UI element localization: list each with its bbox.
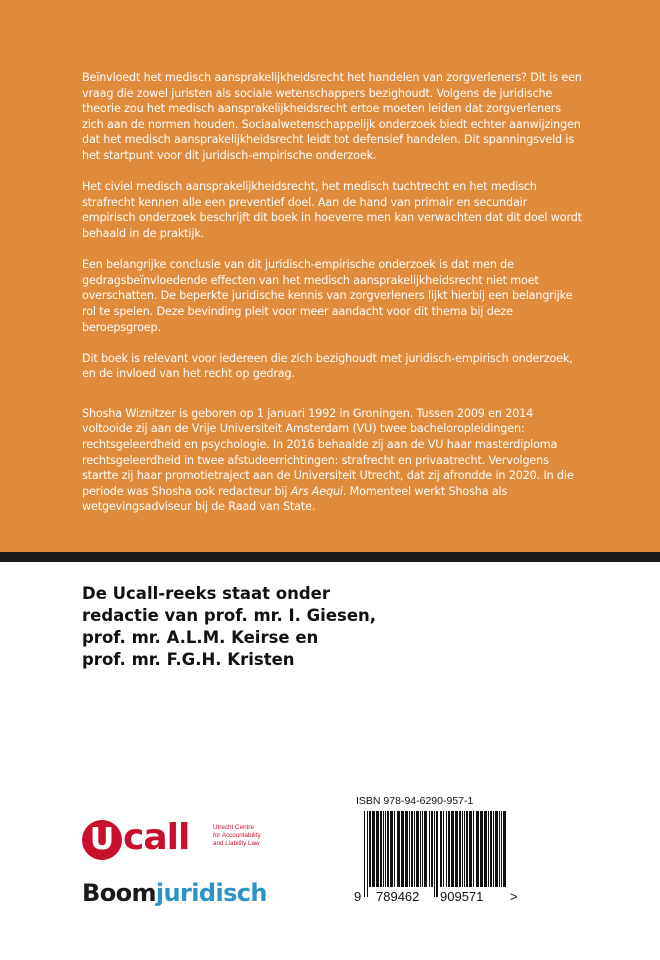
barcode-bar (411, 811, 413, 887)
barcode-bar (387, 811, 389, 887)
blurb-paragraph-1: Beïnvloedt het medisch aansprakelijkheidsrecht het handelen van zorgverleners? Dit is een vraag die zowel juristen als sociale wetenschappers bezighoudt. Volgens de juridische theorie zou het medisch aansprakelijkheidsrecht ertoe moeten leiden dat zorgverleners zich aan de normen houden. Sociaalwetenschappelijk onderzoek biedt echter aanwijzingen dat het medisch aansprakelijkheidsrecht leidt tot defensief handelen. Dit spanningsveld is het startpunt voor dit juridisch-empirische onderzoek. (82, 71, 582, 162)
series-line: De Ucall-reeks staat onder (82, 584, 330, 603)
series-line: redactie van prof. mr. I. Giesen, (82, 606, 377, 625)
barcode-bar (424, 811, 427, 887)
barcode-bar (394, 811, 395, 887)
barcode-bar (436, 811, 438, 897)
barcode-bar (469, 811, 472, 887)
barcode-bar (446, 811, 447, 887)
author-bio-text: Shosha Wiznitzer is geboren op 1 januari 1992 in Groningen. Tussen 2009 en 2014 voltooide zij aan de Vrije Universiteit Amsterdam (VU) twee bacheloropleidingen: rechtsgeleerdheid en psychologie. In 2016 behaalde zij aan de VU haar masterdiploma rechtsgeleerdheid in twee afstudeerrichtingen: strafrecht en privaatrecht. Vervolgens startte zij haar promotietraject aan de Universiteit Utrecht, dat zij afrondde in 2020. In die periode was Shosha ook redacteur bij (82, 406, 574, 498)
barcode-end-mark: > (510, 889, 518, 904)
barcode-bar (376, 811, 379, 887)
ucall-u-circle: U (82, 820, 122, 860)
ucall-subtitle-line: Utrecht Centre (213, 824, 254, 831)
barcode-left-digits: 789462 (376, 889, 420, 904)
ucall-subtitle (213, 824, 303, 848)
barcode-bar (401, 811, 404, 887)
barcode-bar (493, 811, 494, 887)
author-bio (82, 406, 582, 515)
barcode-bar (420, 811, 421, 887)
ucall-subtitle-line: and Liability Law (213, 840, 260, 847)
juridisch-wordmark: juridisch (155, 879, 267, 907)
barcode-bar (434, 811, 435, 897)
journal-title: Ars Aequi (290, 484, 343, 498)
barcode-bar (448, 811, 450, 887)
ucall-subtitle-line: for Accountability (213, 832, 261, 839)
barcode-bar (385, 811, 386, 887)
barcode-bar (464, 811, 465, 887)
barcode-bar (501, 811, 502, 887)
barcode-bar (409, 811, 410, 887)
barcode-bar (462, 811, 463, 887)
series-line: prof. mr. A.L.M. Keirse en (82, 628, 319, 647)
barcode-bar (369, 811, 371, 887)
barcode-bar (364, 811, 365, 897)
blurb-text (82, 70, 582, 531)
barcode-bar (490, 811, 492, 887)
barcode-bar (466, 811, 468, 887)
blurb-paragraph-4: Dit boek is relevant voor iedereen die zich bezighoudt met juridisch-empirisch onderzoek, en de invloed van het recht op gedrag. (82, 351, 573, 381)
blurb-paragraph-2: Het civiel medisch aansprakelijkheidsrecht, het medisch tuchtrecht en het medisch strafrecht kennen alle een preventief doel. Aan de hand van primair en secundair empirisch onderzoek beschrijft dit boek in hoeverre men kan verwachten dat dit doel wordt behaald in de praktijk. (82, 180, 582, 240)
barcode-bar (503, 811, 506, 887)
barcode-bar (455, 811, 458, 887)
barcode-bar (440, 811, 442, 887)
barcode-bar (422, 811, 423, 887)
barcode-bar (451, 811, 454, 887)
ucall-wordmark: call (123, 817, 190, 858)
barcode-bar (495, 811, 498, 887)
barcode-bar (476, 811, 479, 887)
barcode-bar (443, 811, 444, 887)
barcode-right-digits: 909571 (440, 889, 484, 904)
barcode-bar (488, 811, 489, 887)
barcode-bar (499, 811, 500, 887)
barcode-bar (416, 811, 419, 887)
ucall-logo (82, 818, 282, 862)
barcode-bar (372, 811, 375, 887)
barcode-bar (383, 811, 384, 887)
blurb-paragraph-3: Een belangrijke conclusie van dit juridisch-empirische onderzoek is dat men de gedragsbeïnvloedende effecten van het medisch aansprakelijkheidsrecht niet moet overschatten. De beperkte juridische kennis van zorgverleners lijkt hierbij een belangrijke rol te spelen. Deze bevinding pleit voor meer aandacht voor dit thema bij deze beroepsgroep. (82, 258, 573, 334)
barcode-bar (459, 811, 461, 887)
barcode-bar (380, 811, 382, 887)
boom-wordmark: Boom (82, 879, 156, 907)
barcode-bar (480, 811, 483, 887)
barcode-bar (473, 811, 474, 887)
barcode-bar (390, 811, 393, 887)
barcode-icon (364, 811, 510, 897)
dark-divider-band (0, 552, 660, 562)
author-bio-text-end: . Momenteel werkt Shosha als wetgevingsadviseur bij de Raad van State. (82, 484, 508, 514)
barcode-bar (484, 811, 487, 887)
barcode-bar (397, 811, 400, 887)
series-editors (82, 583, 502, 671)
barcode-lead-digit: 9 (354, 889, 362, 904)
series-line: prof. mr. F.G.H. Kristen (82, 650, 295, 669)
barcode-bar (414, 811, 415, 887)
barcode-bar (367, 811, 368, 897)
boom-juridisch-logo (82, 878, 267, 908)
barcode-bar (431, 811, 433, 887)
barcode-bar (429, 811, 430, 887)
isbn-label: ISBN 978-94-6290-957-1 (356, 795, 474, 807)
barcode-bar (405, 811, 408, 887)
